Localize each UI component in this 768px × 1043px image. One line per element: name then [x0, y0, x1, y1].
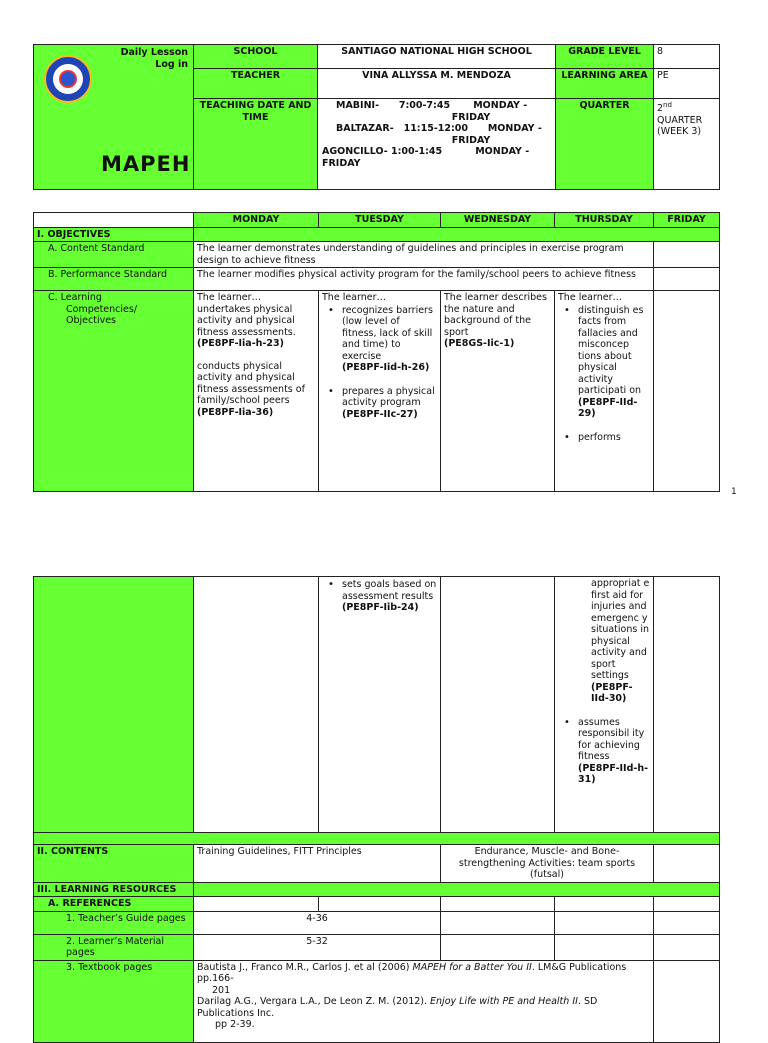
contents-heading: II. CONTENTS: [34, 845, 194, 883]
page-number: 1: [731, 487, 737, 497]
deped-seal-icon: [44, 55, 92, 103]
contents-wed-thu: Endurance, Muscle- and Bone-strengthening Activities: team sports (futsal): [441, 845, 654, 883]
competency-thursday: The learner… • distinguish es facts from fallacies and misconcep tions about physical activity participati on (PE8PF-IId-29) • performs: [555, 291, 654, 492]
day-header-monday: MONDAY: [194, 213, 319, 228]
competency-monday: The learner… undertakes physical activity and physical fitness assessments. (PE8PF-Iia-h-23) conducts physical activity and physical fitness assessments of family/school peers (PE8PF-Iia-36): [194, 291, 319, 492]
competency-tuesday: The learner… • recognizes barriers (low level of fitness, lack of skill and time) to exercise (PE8PF-Iid-h-26) • prepares a physical activity program (PE8PF-IIc-27): [319, 291, 441, 492]
day-header-friday: FRIDAY: [654, 213, 720, 228]
objectives-table: [33, 212, 720, 492]
school-label: SCHOOL: [194, 45, 318, 69]
schedule-baltazar: BALTAZAR- 11:15-12:00 MONDAY - FRIDAY: [336, 123, 542, 146]
teacher-label: TEACHER: [194, 69, 318, 99]
list-item: • performs: [558, 432, 650, 444]
subject-title: MAPEH: [101, 152, 191, 176]
school-value: SANTIAGO NATIONAL HIGH SCHOOL: [318, 45, 556, 69]
teachers-guide-label: 1. Teacher’s Guide pages: [34, 911, 194, 934]
continuation-table: [33, 576, 720, 1043]
list-item: • prepares a physical activity program (PE8PF-IIc-27): [322, 386, 437, 421]
header-title-cell: [34, 45, 194, 190]
list-item: • recognizes barriers (low level of fitness, lack of skill and time) to exercise (PE8PF-Iid-h-26): [322, 305, 437, 374]
quarter-label: QUARTER: [556, 99, 654, 190]
performance-standard-value: The learner modifies physical activity program for the family/school peers to achieve fitness: [194, 268, 654, 291]
teachers-guide-value: 4-36: [194, 911, 441, 934]
list-item: • assumes responsibil ity for achieving fitness (PE8PF-IId-h-31): [558, 717, 650, 786]
schedule-cell: [318, 99, 556, 190]
schedule-agoncillo: AGONCILLO- 1:00-1:45 MONDAY - FRIDAY: [322, 146, 530, 169]
textbook-label: 3. Textbook pages: [34, 960, 194, 1042]
day-header-wednesday: WEDNESDAY: [441, 213, 555, 228]
objectives-heading: I. OBJECTIVES: [34, 227, 194, 242]
area-value: PE: [654, 69, 720, 99]
date-label: TEACHING DATE AND TIME: [194, 99, 318, 190]
learners-material-label: 2. Learner’s Material pages: [34, 934, 194, 960]
competency-tuesday-cont: [319, 577, 441, 833]
competencies-label: C. Learning Competencies/ Objectives: [34, 291, 194, 492]
contents-mon-tue: Training Guidelines, FITT Principles: [194, 845, 441, 883]
content-standard-label: A. Content Standard: [34, 242, 194, 268]
header-table: [33, 44, 720, 190]
competency-wednesday: The learner describes the nature and background of the sport (PE8GS-Iic-1): [441, 291, 555, 492]
content-standard-value: The learner demonstrates understanding of guidelines and principles in exercise program design to achieve fitness: [194, 242, 654, 268]
competency-thursday-cont: appropriat e first aid for injuries and emergenc y situations in physical activity and sport settings (PE8PF-IId-30) • assumes responsibil ity for achieving fitness (PE8PF-IId-h-31): [555, 577, 654, 833]
grade-label: GRADE LEVEL: [556, 45, 654, 69]
resources-heading: III. LEARNING RESOURCES: [34, 882, 194, 897]
textbook-value: Bautista J., Franco M.R., Carlos J. et al (2006) MAPEH for a Batter You II. LM&G Publications pp.166- 201 Darilag A.G., Vergara L.A., De Leon Z. M. (2012). Enjoy Life with PE and Health II. SD Publications Inc. pp 2-39.: [194, 960, 654, 1042]
quarter-value: 2nd QUARTER (WEEK 3): [654, 99, 720, 190]
grade-value: 8: [654, 45, 720, 69]
references-heading: A. REFERENCES: [34, 897, 194, 912]
doc-title: Daily Lesson Log in: [120, 47, 188, 70]
day-header-thursday: THURSDAY: [555, 213, 654, 228]
teacher-value: VINA ALLYSSA M. MENDOZA: [318, 69, 556, 99]
list-item: • distinguish es facts from fallacies and misconcep tions about physical activity participati on (PE8PF-IId-29): [558, 305, 650, 420]
performance-standard-label: B. Performance Standard: [34, 268, 194, 291]
area-label: LEARNING AREA: [556, 69, 654, 99]
learners-material-value: 5-32: [194, 934, 441, 960]
blank-corner: [34, 213, 194, 228]
list-item: • sets goals based on assessment results (PE8PF-Iib-24): [322, 579, 437, 614]
schedule-mabini: MABINI- 7:00-7:45 MONDAY - FRIDAY: [336, 100, 528, 123]
day-header-tuesday: TUESDAY: [319, 213, 441, 228]
